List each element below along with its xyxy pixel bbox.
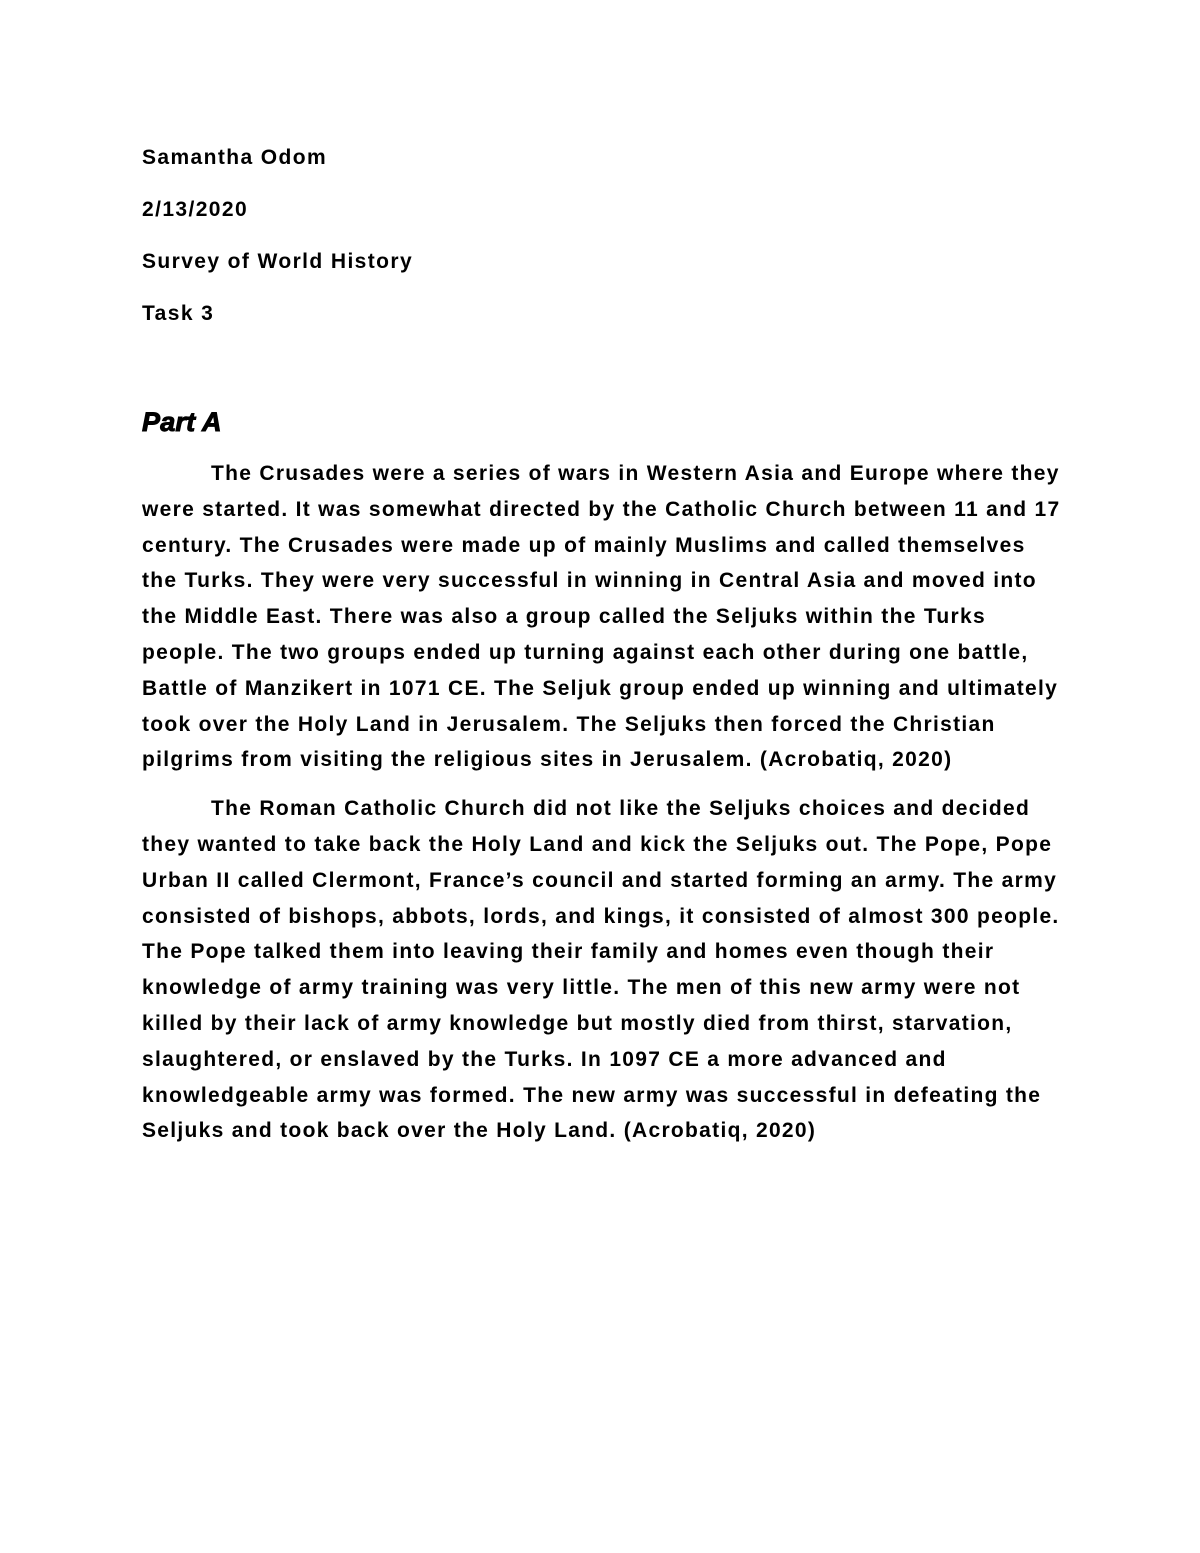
course-name: Survey of World History xyxy=(142,250,414,273)
document-body xyxy=(142,140,1062,1162)
paragraph: The Roman Catholic Church did not like the Seljuks choices and decided they wanted to take back the Holy Land and kick the Seljuks out. The Pope, Pope Urban II called Clermont, France’s council and started forming an army. The army consisted of bishops, abbots, lords, and kings, it consisted of almost 300 people. The Pope talked them into leaving their family and homes even though their knowledge of army training was very little. The men of this new army were not killed by their lack of army knowledge but mostly died from thirst, starvation, slaughtered, or enslaved by the Turks. In 1097 CE a more advanced and knowledgeable army was formed. The new army was successful in defeating the Seljuks and took back over the Holy Land. (Acrobatiq, 2020) xyxy=(142,797,1060,1143)
author-name: Samantha Odom xyxy=(142,146,328,169)
section-title: Part A xyxy=(142,407,222,437)
paragraph: The Crusades were a series of wars in Western Asia and Europe where they were started. It was somewhat directed by the Catholic Church between 11 and 17 century. The Crusades were made up of mainly Muslims and called themselves the Turks. They were very successful in winning in Central Asia and moved into the Middle East. There was also a group called the Seljuks within the Turks people. The two groups ended up turning against each other during one battle, Battle of Manzikert in 1071 CE. The Seljuk group ended up winning and ultimately took over the Holy Land in Jerusalem. The Seljuks then forced the Christian pilgrims from visiting the religious sites in Jerusalem. (Acrobatiq, 2020) xyxy=(142,462,1061,772)
document-date: 2/13/2020 xyxy=(142,198,249,221)
task-label: Task 3 xyxy=(142,302,215,325)
